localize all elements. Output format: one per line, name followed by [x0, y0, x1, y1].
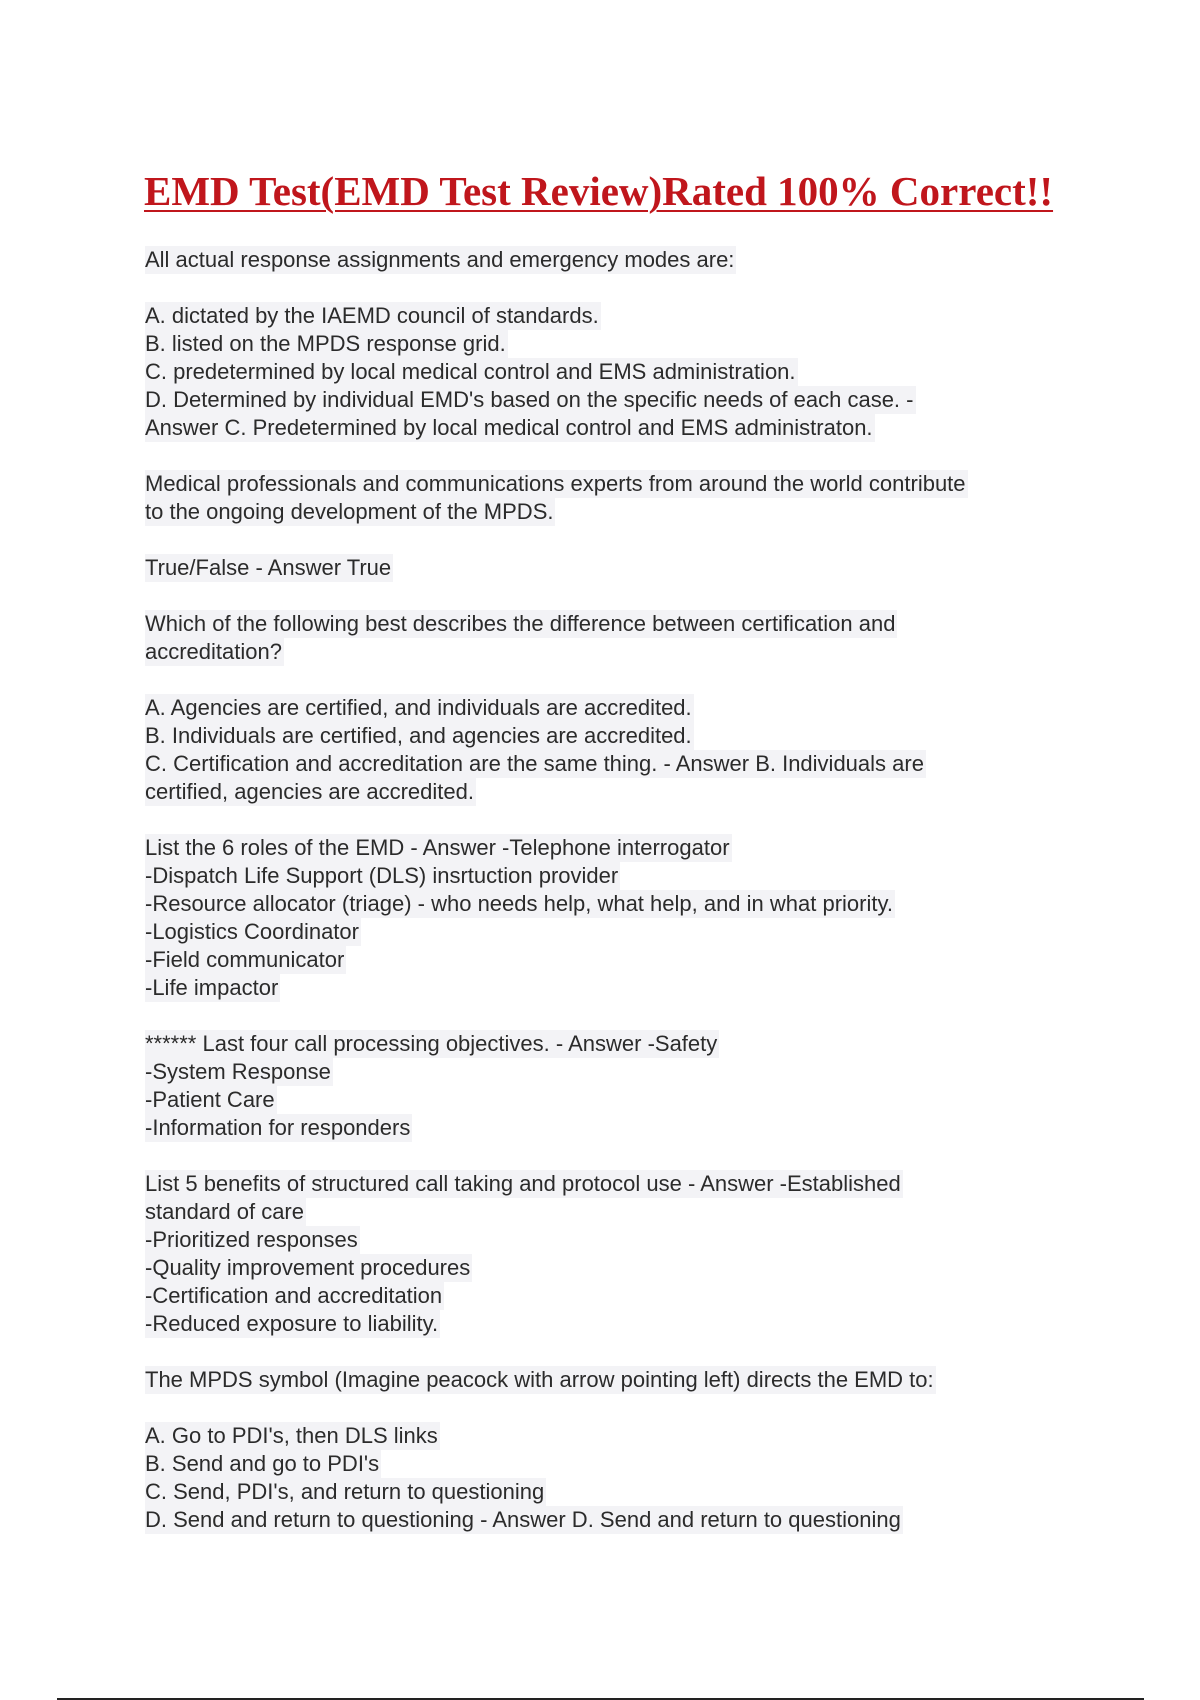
- text-line: [145, 1422, 1085, 1450]
- text-line-content: -Patient Care: [145, 1087, 275, 1112]
- text-line-content: accreditation?: [145, 639, 282, 664]
- text-line-content: -Resource allocator (triage) - who needs help, what help, and in what priority.: [145, 891, 893, 916]
- text-line-content: B. listed on the MPDS response grid.: [145, 331, 506, 356]
- text-line-content: -Logistics Coordinator: [145, 919, 359, 944]
- text-line: [145, 246, 1085, 274]
- text-line-content: C. predetermined by local medical control and EMS administration.: [145, 359, 796, 384]
- text-line: [145, 1170, 1085, 1198]
- document-title: EMD Test(EMD Test Review)Rated 100% Correct!!: [144, 168, 1054, 214]
- text-line: [145, 918, 1085, 946]
- text-line: [145, 1114, 1085, 1142]
- paragraph-gap: [145, 526, 1085, 554]
- text-line: [145, 1254, 1085, 1282]
- text-line-content: -Information for responders: [145, 1115, 411, 1140]
- text-line: [145, 946, 1085, 974]
- text-line: [145, 1310, 1085, 1338]
- text-line: [145, 1226, 1085, 1254]
- text-line-content: -Life impactor: [145, 975, 279, 1000]
- text-line-content: D. Send and return to questioning - Answer D. Send and return to questioning: [145, 1507, 901, 1532]
- text-line-content: -System Response: [145, 1059, 331, 1084]
- text-block: [145, 470, 1085, 526]
- paragraph-gap: [145, 274, 1085, 302]
- text-line-content: C. Certification and accreditation are the same thing. - Answer B. Individuals are: [145, 751, 924, 776]
- paragraph-gap: [145, 806, 1085, 834]
- text-block: [145, 246, 1085, 274]
- text-line-content: A. dictated by the IAEMD council of standards.: [145, 303, 599, 328]
- text-line: [145, 414, 1085, 442]
- text-line: [145, 778, 1085, 806]
- text-line-content: -Reduced exposure to liability.: [145, 1311, 439, 1336]
- text-line-content: B. Individuals are certified, and agencies are accredited.: [145, 723, 692, 748]
- text-line: [145, 1366, 1085, 1394]
- text-line: [145, 1506, 1085, 1534]
- text-block: [145, 610, 1085, 666]
- text-line-content: D. Determined by individual EMD's based on the specific needs of each case. -: [145, 387, 914, 412]
- text-line: [145, 554, 1085, 582]
- text-line: [145, 386, 1085, 414]
- text-block: [145, 1366, 1085, 1394]
- text-line: [145, 1450, 1085, 1478]
- text-line-content: -Quality improvement procedures: [145, 1255, 471, 1280]
- paragraph-gap: [145, 1002, 1085, 1030]
- text-line: [145, 1030, 1085, 1058]
- text-line: [145, 1198, 1085, 1226]
- text-line-content: True/False - Answer True: [145, 555, 392, 580]
- text-line: [145, 1086, 1085, 1114]
- text-line-content: C. Send, PDI's, and return to questioning: [145, 1479, 545, 1504]
- paragraph-gap: [145, 442, 1085, 470]
- text-line: [145, 638, 1085, 666]
- text-line-content: Answer C. Predetermined by local medical control and EMS administraton.: [145, 415, 873, 440]
- text-line-content: All actual response assignments and emergency modes are:: [145, 247, 735, 272]
- text-line-content: Which of the following best describes the difference between certification and: [145, 611, 896, 636]
- text-block: [145, 1030, 1085, 1142]
- text-line: [145, 358, 1085, 386]
- text-line-content: A. Go to PDI's, then DLS links: [145, 1423, 438, 1448]
- text-line-content: -Field communicator: [145, 947, 345, 972]
- text-line-content: -Certification and accreditation: [145, 1283, 443, 1308]
- text-line: [145, 610, 1085, 638]
- text-block: [145, 554, 1085, 582]
- text-line: [145, 1282, 1085, 1310]
- text-line-content: -Dispatch Life Support (DLS) insrtuction provider: [145, 863, 619, 888]
- text-block: [145, 834, 1085, 1002]
- text-line: [145, 302, 1085, 330]
- text-line: [145, 834, 1085, 862]
- text-line-content: A. Agencies are certified, and individuals are accredited.: [145, 695, 692, 720]
- text-line-content: -Prioritized responses: [145, 1227, 358, 1252]
- document-body: [145, 246, 1085, 1534]
- paragraph-gap: [145, 582, 1085, 610]
- paragraph-gap: [145, 1338, 1085, 1366]
- text-line: [145, 694, 1085, 722]
- text-line-content: certified, agencies are accredited.: [145, 779, 474, 804]
- paragraph-gap: [145, 1142, 1085, 1170]
- text-line-content: List the 6 roles of the EMD - Answer -Telephone interrogator: [145, 835, 730, 860]
- text-line: [145, 1478, 1085, 1506]
- text-line-content: The MPDS symbol (Imagine peacock with arrow pointing left) directs the EMD to:: [145, 1367, 934, 1392]
- text-line-content: Medical professionals and communications experts from around the world contribute: [145, 471, 966, 496]
- text-block: [145, 1422, 1085, 1534]
- text-line-content: standard of care: [145, 1199, 304, 1224]
- text-line-content: B. Send and go to PDI's: [145, 1451, 380, 1476]
- text-line: [145, 862, 1085, 890]
- text-block: [145, 302, 1085, 442]
- text-line: [145, 750, 1085, 778]
- paragraph-gap: [145, 666, 1085, 694]
- text-line: [145, 974, 1085, 1002]
- text-line-content: List 5 benefits of structured call taking and protocol use - Answer -Established: [145, 1171, 901, 1196]
- text-line: [145, 498, 1085, 526]
- paragraph-gap: [145, 1394, 1085, 1422]
- text-line-content: to the ongoing development of the MPDS.: [145, 499, 554, 524]
- text-line: [145, 890, 1085, 918]
- text-line-content: ****** Last four call processing objectives. - Answer -Safety: [145, 1031, 718, 1056]
- text-line: [145, 470, 1085, 498]
- text-block: [145, 1170, 1085, 1338]
- text-line: [145, 330, 1085, 358]
- text-line: [145, 1058, 1085, 1086]
- text-line: [145, 722, 1085, 750]
- text-block: [145, 694, 1085, 806]
